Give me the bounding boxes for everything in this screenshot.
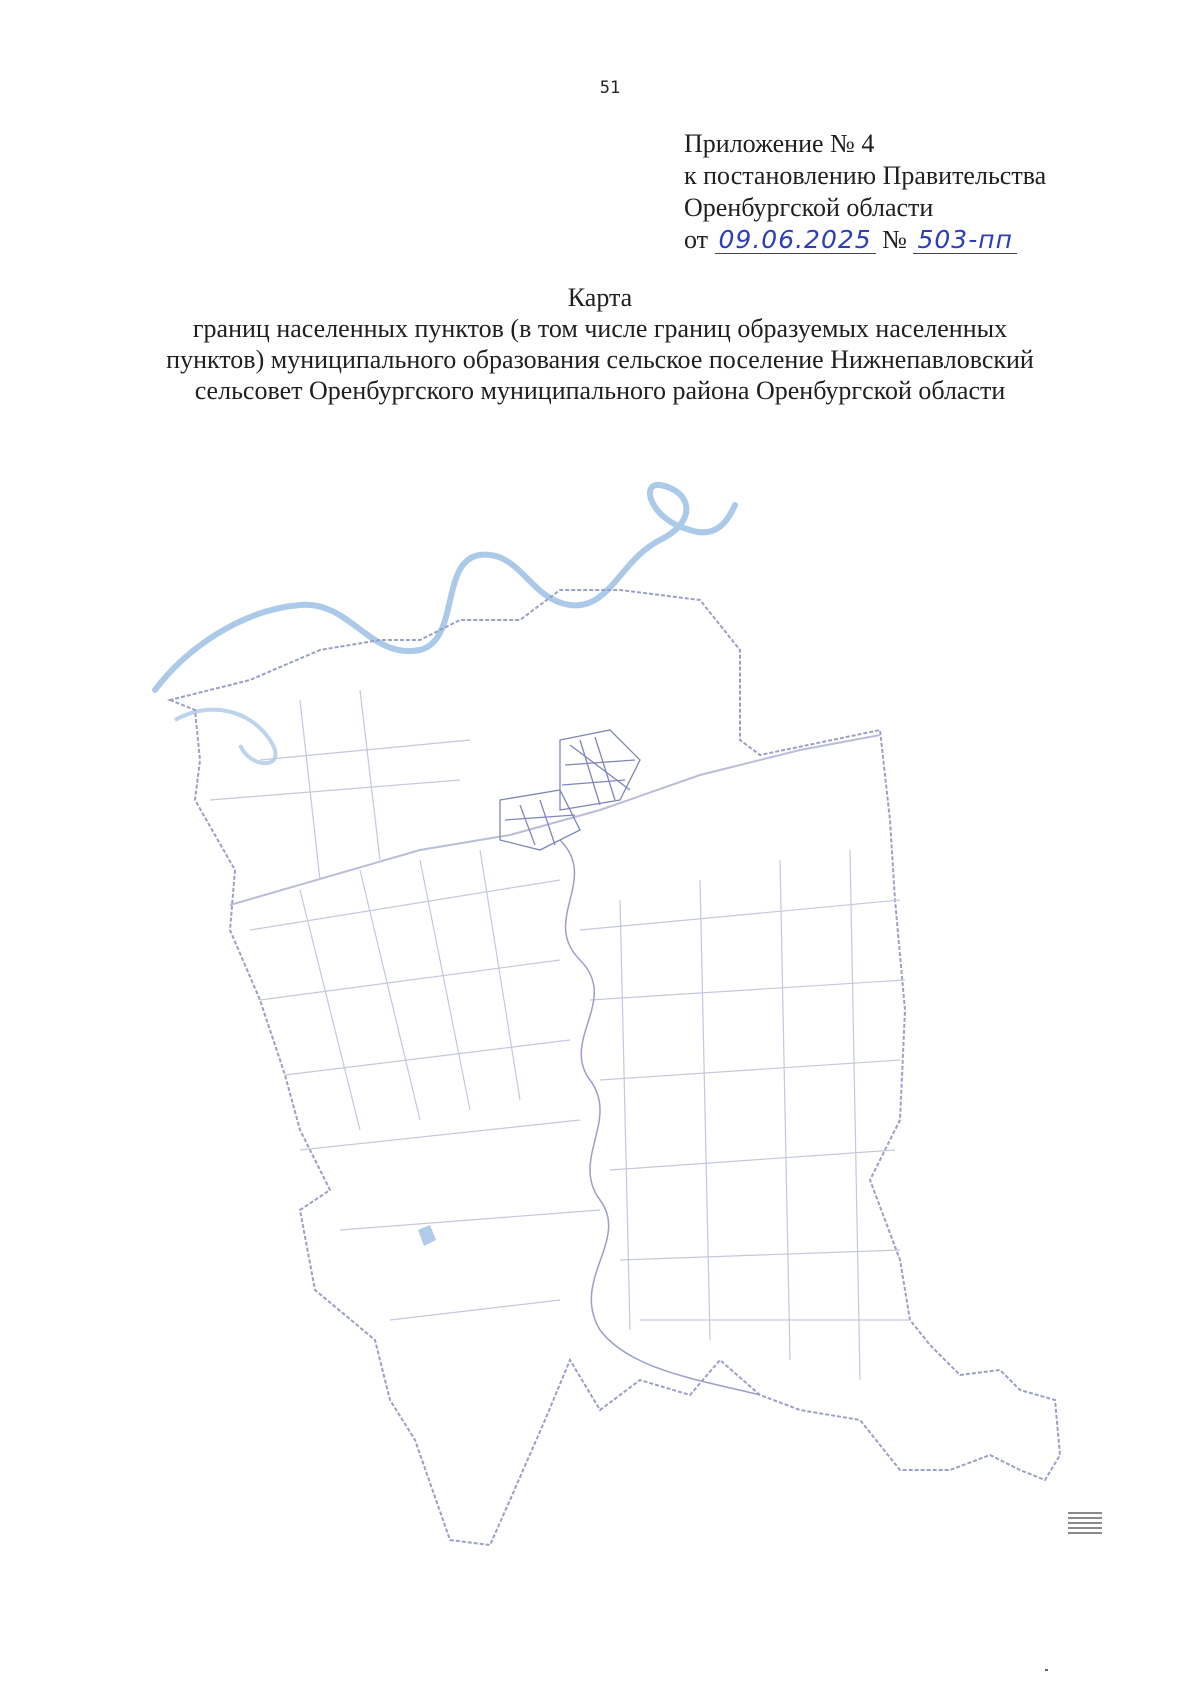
map-legend-stamp <box>1068 1512 1102 1542</box>
title-line-2: границ населенных пунктов (в том числе границ образуемых населенных <box>192 314 1008 343</box>
inner-river <box>560 840 760 1395</box>
page-number: 51 <box>599 78 621 98</box>
date-prefix: от <box>684 225 709 254</box>
map-title <box>100 282 1100 406</box>
appendix-header <box>684 128 1184 256</box>
river-branch <box>175 710 276 764</box>
handwritten-date: 09.06.2025 <box>715 227 876 254</box>
appendix-title: Приложение № 4 <box>684 129 875 158</box>
river <box>155 485 735 690</box>
boundary-map <box>0 460 1200 1590</box>
appendix-decree-line: к постановлению Правительства <box>684 161 1047 190</box>
appendix-date-line <box>684 224 1184 256</box>
title-line-3: пунктов) муниципального образования сельское поселение Нижнепавловский <box>166 345 1034 374</box>
title-line-4: сельсовет Оренбургского муниципального района Оренбургской области <box>194 376 1006 405</box>
appendix-region-line: Оренбургской области <box>684 193 934 222</box>
main-road <box>230 735 880 905</box>
scan-mark <box>1045 1669 1048 1671</box>
title-heading: Карта <box>567 283 633 312</box>
number-prefix: № <box>882 225 907 254</box>
handwritten-number: 503-пп <box>913 227 1016 254</box>
pond <box>418 1225 436 1246</box>
